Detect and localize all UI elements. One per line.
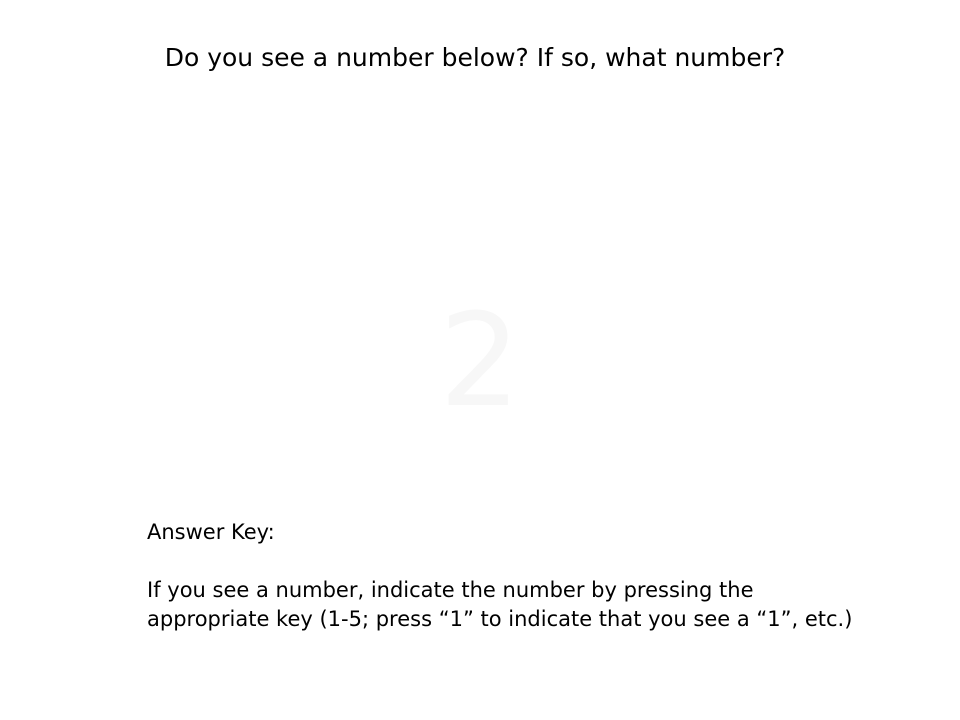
answer-key-title: Answer Key: [147,520,275,544]
answer-key-instruction-line-2: appropriate key (1-5; press “1” to indicate that you see a “1”, etc.) [147,607,853,631]
faint-stimulus-number: 2 [439,287,521,436]
answer-key-instruction-line-1: If you see a number, indicate the number by pressing the [147,578,754,602]
answer-key [147,518,937,634]
question-heading: Do you see a number below? If so, what number? [164,43,786,72]
answer-key-spacer [147,547,937,576]
